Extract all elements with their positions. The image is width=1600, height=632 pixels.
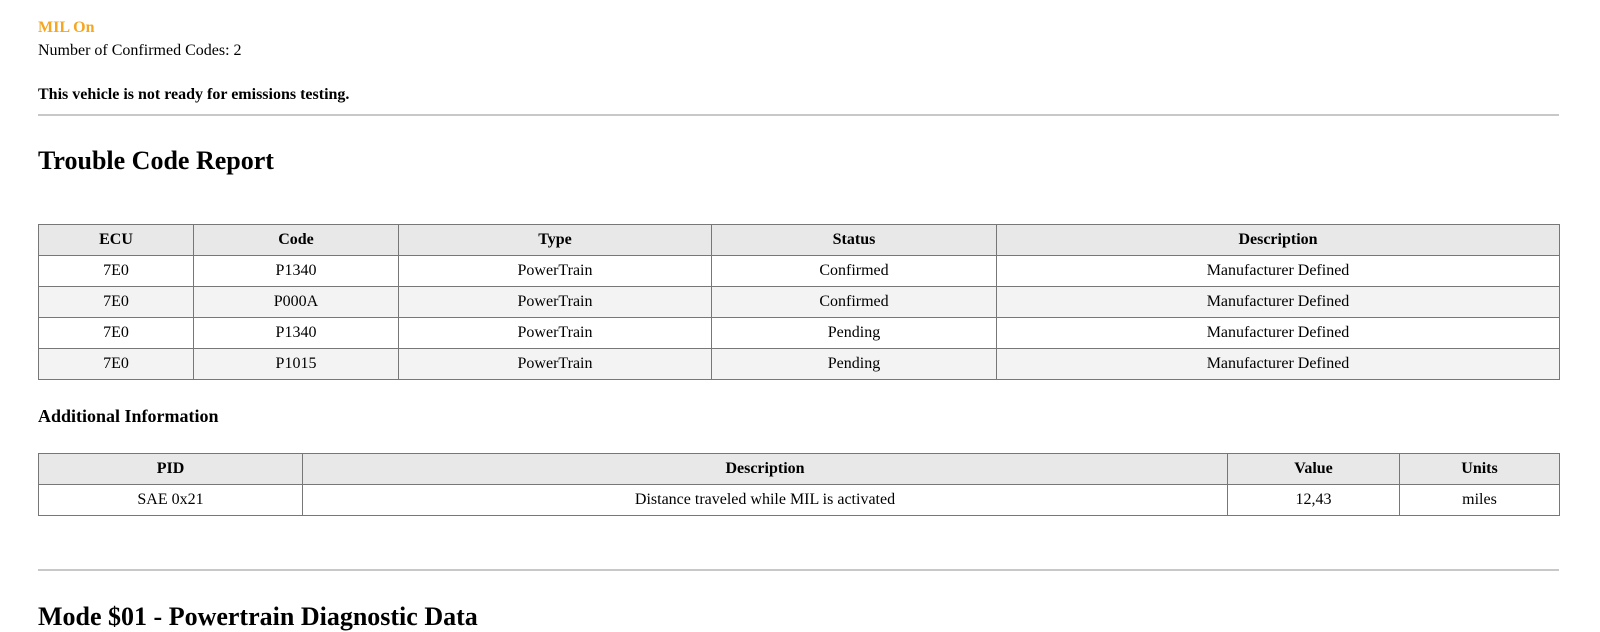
additional-information-table	[38, 453, 1560, 516]
section-divider	[38, 569, 1559, 571]
column-header-value: Value	[1228, 454, 1400, 485]
cell-status: Pending	[712, 349, 997, 380]
table-row	[39, 287, 1560, 318]
additional-information-title: Additional Information	[38, 406, 219, 426]
column-header-code: Code	[194, 225, 399, 256]
mil-status: MIL On	[38, 19, 95, 36]
table-row	[39, 485, 1560, 516]
cell-units: miles	[1400, 485, 1560, 516]
cell-type: PowerTrain	[399, 287, 712, 318]
trouble-code-table	[38, 224, 1560, 380]
cell-code: P1340	[194, 318, 399, 349]
emissions-readiness-message: This vehicle is not ready for emissions testing.	[38, 86, 350, 103]
column-header-description: Description	[997, 225, 1560, 256]
section-divider	[38, 114, 1559, 116]
confirmed-codes-count: Number of Confirmed Codes: 2	[38, 42, 242, 59]
cell-description: Manufacturer Defined	[997, 318, 1560, 349]
cell-type: PowerTrain	[399, 318, 712, 349]
cell-status: Pending	[712, 318, 997, 349]
cell-pid: SAE 0x21	[39, 485, 303, 516]
cell-description: Manufacturer Defined	[997, 287, 1560, 318]
column-header-description: Description	[303, 454, 1228, 485]
trouble-code-header-row	[39, 225, 1560, 256]
column-header-units: Units	[1400, 454, 1560, 485]
column-header-ecu: ECU	[39, 225, 194, 256]
trouble-code-report-title: Trouble Code Report	[38, 146, 274, 175]
additional-header-row	[39, 454, 1560, 485]
cell-status: Confirmed	[712, 256, 997, 287]
column-header-type: Type	[399, 225, 712, 256]
column-header-status: Status	[712, 225, 997, 256]
cell-ecu: 7E0	[39, 256, 194, 287]
cell-code: P000A	[194, 287, 399, 318]
cell-code: P1015	[194, 349, 399, 380]
table-row	[39, 349, 1560, 380]
cell-description: Manufacturer Defined	[997, 256, 1560, 287]
cell-description: Distance traveled while MIL is activated	[303, 485, 1228, 516]
cell-ecu: 7E0	[39, 287, 194, 318]
column-header-pid: PID	[39, 454, 303, 485]
cell-code: P1340	[194, 256, 399, 287]
mode-01-section-title: Mode $01 - Powertrain Diagnostic Data	[38, 602, 478, 631]
cell-ecu: 7E0	[39, 318, 194, 349]
table-row	[39, 318, 1560, 349]
cell-value: 12,43	[1228, 485, 1400, 516]
table-row	[39, 256, 1560, 287]
cell-status: Confirmed	[712, 287, 997, 318]
cell-ecu: 7E0	[39, 349, 194, 380]
cell-description: Manufacturer Defined	[997, 349, 1560, 380]
cell-type: PowerTrain	[399, 256, 712, 287]
cell-type: PowerTrain	[399, 349, 712, 380]
